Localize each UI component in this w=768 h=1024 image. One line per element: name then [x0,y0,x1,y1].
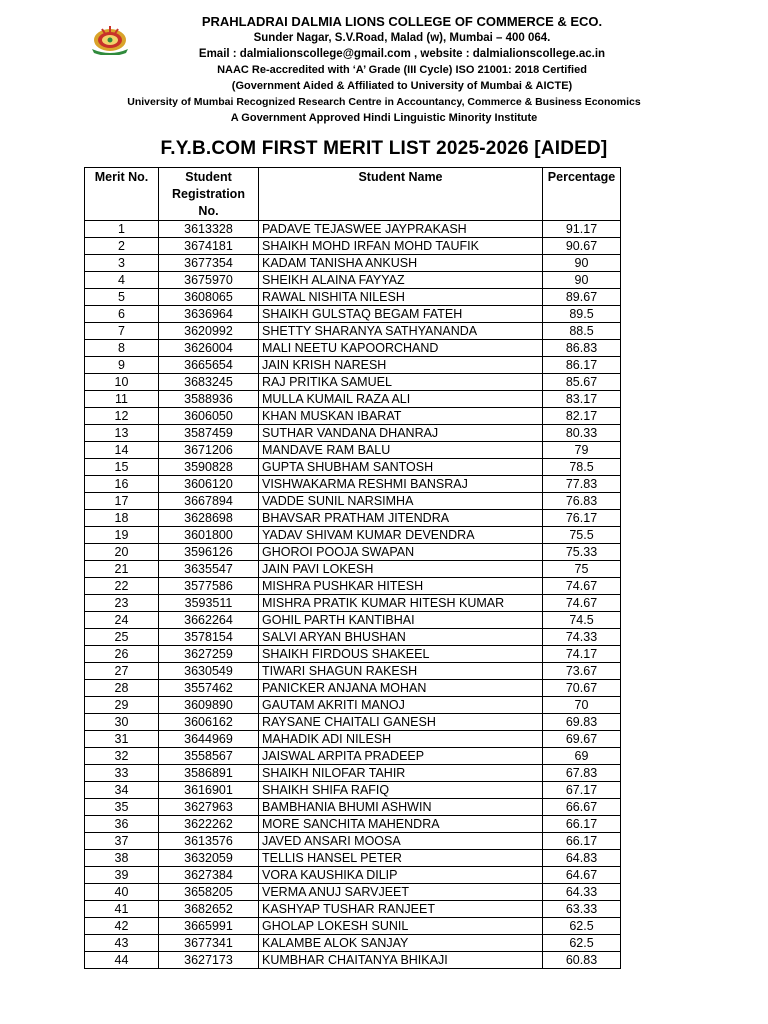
merit-no-cell: 19 [85,527,159,544]
table-row [85,391,621,408]
table-row [85,884,621,901]
table-row [85,935,621,952]
merit-no-cell: 17 [85,493,159,510]
registration-no-cell: 3606162 [159,714,259,731]
table-row [85,918,621,935]
merit-no-cell: 31 [85,731,159,748]
merit-no-cell: 1 [85,221,159,238]
student-name-cell: VORA KAUSHIKA DILIP [259,867,543,884]
registration-no-cell: 3620992 [159,323,259,340]
student-name-cell: YADAV SHIVAM KUMAR DEVENDRA [259,527,543,544]
student-name-cell: KUMBHAR CHAITANYA BHIKAJI [259,952,543,969]
table-row [85,255,621,272]
registration-no-cell: 3608065 [159,289,259,306]
merit-no-cell: 16 [85,476,159,493]
merit-no-cell: 29 [85,697,159,714]
student-name-cell: SHEIKH ALAINA FAYYAZ [259,272,543,289]
percentage-cell: 69 [543,748,621,765]
percentage-cell: 63.33 [543,901,621,918]
merit-no-cell: 38 [85,850,159,867]
table-row [85,289,621,306]
percentage-cell: 67.83 [543,765,621,782]
table-row [85,323,621,340]
merit-no-cell: 5 [85,289,159,306]
table-header-row [85,168,621,221]
table-row [85,799,621,816]
table-row [85,748,621,765]
header-percentage: Percentage [543,168,621,221]
registration-no-cell: 3627259 [159,646,259,663]
table-row [85,646,621,663]
table-row [85,765,621,782]
merit-no-cell: 33 [85,765,159,782]
registration-no-cell: 3665654 [159,357,259,374]
header-merit-no: Merit No. [85,168,159,221]
merit-no-cell: 3 [85,255,159,272]
student-name-cell: TELLIS HANSEL PETER [259,850,543,867]
student-name-cell: GHOROI POOJA SWAPAN [259,544,543,561]
percentage-cell: 90 [543,255,621,272]
registration-no-cell: 3667894 [159,493,259,510]
table-row [85,867,621,884]
registration-no-cell: 3606120 [159,476,259,493]
table-row [85,561,621,578]
student-name-cell: MALI NEETU KAPOORCHAND [259,340,543,357]
header-registration-no: Student Registration No. [159,168,259,221]
table-row [85,629,621,646]
registration-no-cell: 3662264 [159,612,259,629]
percentage-cell: 75.5 [543,527,621,544]
table-row [85,833,621,850]
registration-no-cell: 3558567 [159,748,259,765]
merit-no-cell: 30 [85,714,159,731]
registration-no-cell: 3677354 [159,255,259,272]
registration-no-cell: 3601800 [159,527,259,544]
percentage-cell: 74.67 [543,578,621,595]
registration-no-cell: 3593511 [159,595,259,612]
percentage-cell: 83.17 [543,391,621,408]
student-name-cell: SHETTY SHARANYA SATHYANANDA [259,323,543,340]
registration-no-cell: 3577586 [159,578,259,595]
registration-no-cell: 3644969 [159,731,259,748]
registration-no-cell: 3622262 [159,816,259,833]
student-name-cell: SHAIKH FIRDOUS SHAKEEL [259,646,543,663]
student-name-cell: VERMA ANUJ SARVJEET [259,884,543,901]
percentage-cell: 64.67 [543,867,621,884]
percentage-cell: 74.67 [543,595,621,612]
merit-no-cell: 39 [85,867,159,884]
percentage-cell: 86.17 [543,357,621,374]
table-row [85,306,621,323]
registration-no-cell: 3628698 [159,510,259,527]
percentage-cell: 69.67 [543,731,621,748]
table-row [85,782,621,799]
registration-no-cell: 3627963 [159,799,259,816]
table-row [85,425,621,442]
table-row [85,578,621,595]
table-row [85,544,621,561]
percentage-cell: 78.5 [543,459,621,476]
student-name-cell: PANICKER ANJANA MOHAN [259,680,543,697]
table-row [85,714,621,731]
registration-no-cell: 3616901 [159,782,259,799]
student-name-cell: SHAIKH NILOFAR TAHIR [259,765,543,782]
registration-no-cell: 3587459 [159,425,259,442]
student-name-cell: RAYSANE CHAITALI GANESH [259,714,543,731]
percentage-cell: 74.17 [543,646,621,663]
registration-no-cell: 3632059 [159,850,259,867]
registration-no-cell: 3635547 [159,561,259,578]
merit-no-cell: 35 [85,799,159,816]
table-row [85,493,621,510]
table-row [85,901,621,918]
table-row [85,697,621,714]
merit-no-cell: 10 [85,374,159,391]
table-row [85,340,621,357]
merit-no-cell: 11 [85,391,159,408]
registration-no-cell: 3586891 [159,765,259,782]
college-address: Sunder Nagar, S.V.Road, Malad (w), Mumbai – 400 064. [253,32,551,44]
registration-no-cell: 3578154 [159,629,259,646]
merit-no-cell: 6 [85,306,159,323]
percentage-cell: 76.17 [543,510,621,527]
research-centre-line: University of Mumbai Recognized Research Centre in Accountancy, Commerce & Business Economics [127,96,641,108]
student-name-cell: RAWAL NISHITA NILESH [259,289,543,306]
registration-no-cell: 3606050 [159,408,259,425]
merit-list-table [84,167,621,969]
student-name-cell: MISHRA PRATIK KUMAR HITESH KUMAR [259,595,543,612]
merit-no-cell: 40 [85,884,159,901]
college-emblem-icon [88,25,132,55]
student-name-cell: BHAVSAR PRATHAM JITENDRA [259,510,543,527]
merit-no-cell: 12 [85,408,159,425]
percentage-cell: 85.67 [543,374,621,391]
student-name-cell: SHAIKH GULSTAQ BEGAM FATEH [259,306,543,323]
student-name-cell: PADAVE TEJASWEE JAYPRAKASH [259,221,543,238]
student-name-cell: KHAN MUSKAN IBARAT [259,408,543,425]
student-name-cell: MANDAVE RAM BALU [259,442,543,459]
merit-no-cell: 8 [85,340,159,357]
registration-no-cell: 3613328 [159,221,259,238]
student-name-cell: MAHADIK ADI NILESH [259,731,543,748]
percentage-cell: 75 [543,561,621,578]
table-row [85,527,621,544]
table-row [85,731,621,748]
merit-no-cell: 32 [85,748,159,765]
student-name-cell: SALVI ARYAN BHUSHAN [259,629,543,646]
student-name-cell: MISHRA PUSHKAR HITESH [259,578,543,595]
student-name-cell: BAMBHANIA BHUMI ASHWIN [259,799,543,816]
merit-no-cell: 27 [85,663,159,680]
merit-no-cell: 7 [85,323,159,340]
student-name-cell: JAVED ANSARI MOOSA [259,833,543,850]
merit-no-cell: 24 [85,612,159,629]
merit-list-body [85,221,621,969]
student-name-cell: KALAMBE ALOK SANJAY [259,935,543,952]
percentage-cell: 90.67 [543,238,621,255]
registration-no-cell: 3674181 [159,238,259,255]
percentage-cell: 62.5 [543,918,621,935]
table-row [85,816,621,833]
percentage-cell: 86.83 [543,340,621,357]
percentage-cell: 70 [543,697,621,714]
document-title: F.Y.B.COM FIRST MERIT LIST 2025-2026 [AIDED] [160,138,608,159]
percentage-cell: 75.33 [543,544,621,561]
registration-no-cell: 3627384 [159,867,259,884]
registration-no-cell: 3627173 [159,952,259,969]
merit-no-cell: 25 [85,629,159,646]
affiliation-line: (Government Aided & Affiliated to University of Mumbai & AICTE) [231,80,573,92]
table-row [85,510,621,527]
registration-no-cell: 3588936 [159,391,259,408]
percentage-cell: 64.33 [543,884,621,901]
percentage-cell: 66.17 [543,833,621,850]
merit-no-cell: 22 [85,578,159,595]
registration-no-cell: 3677341 [159,935,259,952]
merit-no-cell: 26 [85,646,159,663]
student-name-cell: GOHIL PARTH KANTIBHAI [259,612,543,629]
percentage-cell: 64.83 [543,850,621,867]
percentage-cell: 62.5 [543,935,621,952]
percentage-cell: 77.83 [543,476,621,493]
merit-no-cell: 36 [85,816,159,833]
percentage-cell: 89.5 [543,306,621,323]
table-row [85,442,621,459]
registration-no-cell: 3658205 [159,884,259,901]
minority-institute-line: A Government Approved Hindi Linguistic Minority Institute [230,112,538,124]
student-name-cell: VADDE SUNIL NARSIMHA [259,493,543,510]
student-name-cell: KADAM TANISHA ANKUSH [259,255,543,272]
student-name-cell: MORE SANCHITA MAHENDRA [259,816,543,833]
merit-no-cell: 15 [85,459,159,476]
percentage-cell: 88.5 [543,323,621,340]
merit-no-cell: 44 [85,952,159,969]
percentage-cell: 90 [543,272,621,289]
merit-no-cell: 23 [85,595,159,612]
table-row [85,408,621,425]
student-name-cell: KASHYAP TUSHAR RANJEET [259,901,543,918]
registration-no-cell: 3609890 [159,697,259,714]
header-student-name: Student Name [259,168,543,221]
percentage-cell: 74.5 [543,612,621,629]
table-row [85,459,621,476]
student-name-cell: MULLA KUMAIL RAZA ALI [259,391,543,408]
registration-no-cell: 3557462 [159,680,259,697]
merit-no-cell: 34 [85,782,159,799]
student-name-cell: GUPTA SHUBHAM SANTOSH [259,459,543,476]
table-row [85,850,621,867]
registration-no-cell: 3675970 [159,272,259,289]
student-name-cell: JAISWAL ARPITA PRADEEP [259,748,543,765]
percentage-cell: 70.67 [543,680,621,697]
percentage-cell: 66.67 [543,799,621,816]
student-name-cell: SHAIKH MOHD IRFAN MOHD TAUFIK [259,238,543,255]
merit-no-cell: 42 [85,918,159,935]
registration-no-cell: 3682652 [159,901,259,918]
student-name-cell: GHOLAP LOKESH SUNIL [259,918,543,935]
percentage-cell: 67.17 [543,782,621,799]
table-row [85,221,621,238]
student-name-cell: SHAIKH SHIFA RAFIQ [259,782,543,799]
table-row [85,357,621,374]
merit-no-cell: 41 [85,901,159,918]
registration-no-cell: 3671206 [159,442,259,459]
merit-no-cell: 21 [85,561,159,578]
percentage-cell: 73.67 [543,663,621,680]
merit-no-cell: 14 [85,442,159,459]
registration-no-cell: 3683245 [159,374,259,391]
table-row [85,272,621,289]
percentage-cell: 91.17 [543,221,621,238]
merit-no-cell: 20 [85,544,159,561]
merit-no-cell: 28 [85,680,159,697]
merit-no-cell: 18 [85,510,159,527]
table-row [85,238,621,255]
registration-no-cell: 3630549 [159,663,259,680]
college-name: PRAHLADRAI DALMIA LIONS COLLEGE OF COMMERCE & ECO. [201,14,603,29]
percentage-cell: 74.33 [543,629,621,646]
student-name-cell: VISHWAKARMA RESHMI BANSRAJ [259,476,543,493]
registration-no-cell: 3626004 [159,340,259,357]
student-name-cell: JAIN PAVI LOKESH [259,561,543,578]
student-name-cell: JAIN KRISH NARESH [259,357,543,374]
table-row [85,476,621,493]
registration-no-cell: 3613576 [159,833,259,850]
student-name-cell: TIWARI SHAGUN RAKESH [259,663,543,680]
naac-accreditation: NAAC Re-accredited with ‘A’ Grade (III Cycle) ISO 21001: 2018 Certified [217,64,587,76]
college-email-website: Email : dalmialionscollege@gmail.com , website : dalmialionscollege.ac.in [198,48,606,60]
merit-no-cell: 2 [85,238,159,255]
percentage-cell: 69.83 [543,714,621,731]
registration-no-cell: 3590828 [159,459,259,476]
percentage-cell: 89.67 [543,289,621,306]
merit-no-cell: 43 [85,935,159,952]
table-row [85,680,621,697]
student-name-cell: SUTHAR VANDANA DHANRAJ [259,425,543,442]
percentage-cell: 60.83 [543,952,621,969]
percentage-cell: 66.17 [543,816,621,833]
registration-no-cell: 3636964 [159,306,259,323]
percentage-cell: 82.17 [543,408,621,425]
percentage-cell: 80.33 [543,425,621,442]
registration-no-cell: 3665991 [159,918,259,935]
merit-no-cell: 9 [85,357,159,374]
student-name-cell: RAJ PRITIKA SAMUEL [259,374,543,391]
percentage-cell: 76.83 [543,493,621,510]
registration-no-cell: 3596126 [159,544,259,561]
student-name-cell: GAUTAM AKRITI MANOJ [259,697,543,714]
percentage-cell: 79 [543,442,621,459]
merit-no-cell: 4 [85,272,159,289]
merit-no-cell: 37 [85,833,159,850]
table-row [85,595,621,612]
table-row [85,952,621,969]
merit-no-cell: 13 [85,425,159,442]
table-row [85,612,621,629]
table-row [85,374,621,391]
table-row [85,663,621,680]
